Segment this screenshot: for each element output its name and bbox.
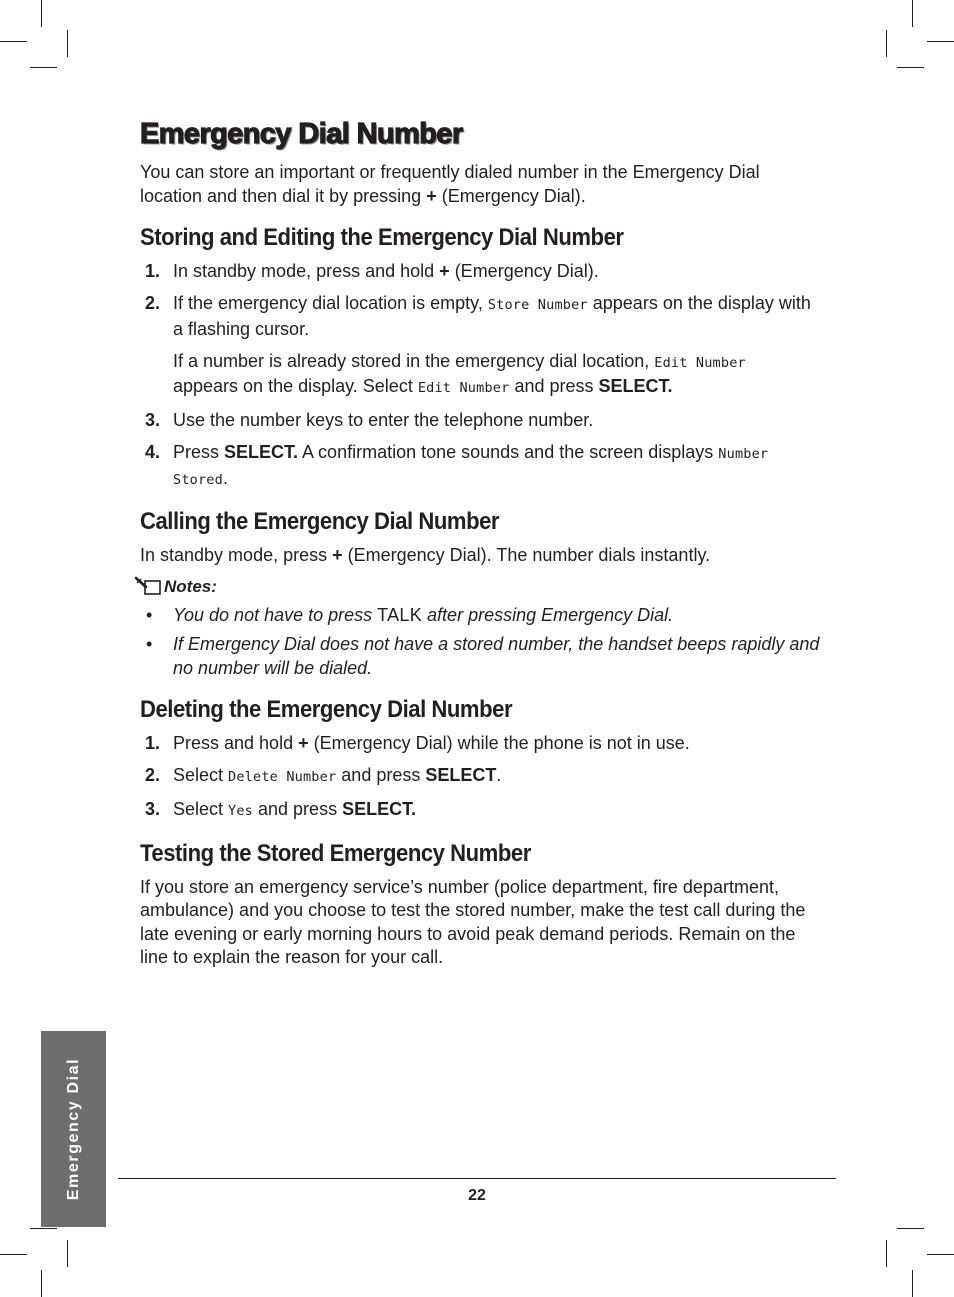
testing-heading: Testing the Stored Emergency Number — [140, 839, 531, 867]
bullet: • — [146, 634, 153, 654]
step-text: and press — [509, 376, 599, 396]
crop-mark — [67, 1240, 68, 1267]
step-text: (Emergency Dial). — [449, 261, 599, 281]
list-item — [140, 409, 820, 433]
step-extra — [173, 350, 820, 401]
notes-label: Notes: — [164, 576, 217, 596]
step-text: appears on the display with a flashing cursor. — [173, 293, 811, 339]
footer-divider — [118, 1178, 836, 1179]
deleting-steps — [140, 732, 820, 824]
plus-key: + — [426, 185, 437, 206]
step-number: 3. — [145, 799, 161, 819]
list-item — [140, 604, 820, 628]
step-text: . — [496, 765, 502, 785]
calling-heading: Calling the Emergency Dial Number — [140, 508, 500, 535]
storing-heading: Storing and Editing the Emergency Dial Number — [140, 224, 624, 251]
note-text: after pressing Emergency Dial. — [422, 604, 674, 625]
select-key: SELECT — [425, 765, 497, 785]
crop-mark — [912, 0, 913, 27]
step-text: and press — [336, 765, 426, 785]
lcd-text: Number Stored — [173, 446, 769, 488]
calling-paragraph — [140, 544, 820, 568]
step-number: 4. — [145, 442, 161, 462]
list-item — [140, 798, 820, 824]
page-content — [140, 118, 820, 970]
page-title: Emergency Dial Number — [140, 118, 463, 150]
notes-header — [140, 576, 820, 598]
step-number: 3. — [145, 410, 161, 430]
page-number: 22 — [468, 1187, 486, 1204]
lcd-text: Store Number — [487, 297, 588, 313]
step-text: Use the number keys to enter the telephone number. — [173, 410, 594, 430]
crop-mark — [886, 30, 887, 57]
lcd-text: Delete Number — [228, 769, 337, 785]
step-text: In standby mode, press and hold — [173, 261, 440, 281]
crop-mark — [41, 1270, 42, 1297]
list-item — [140, 633, 820, 680]
crop-mark — [30, 1228, 57, 1229]
list-item — [140, 764, 820, 790]
plus-key: + — [332, 545, 343, 565]
crop-mark — [886, 1240, 887, 1267]
calling-text: In standby mode, press — [140, 545, 333, 565]
intro-paragraph — [140, 161, 820, 208]
intro-text: You can store an important or frequently dialed number in the Emergency Dial location and then dial it by pressing — [140, 162, 760, 206]
step-text: A confirmation tone sounds and the screen displays — [298, 442, 719, 462]
select-key: SELECT. — [342, 799, 417, 819]
lcd-text: Yes — [228, 803, 254, 819]
crop-mark — [897, 1228, 924, 1229]
select-key: SELECT. — [598, 376, 673, 396]
step-number: 1. — [145, 733, 161, 753]
crop-mark — [927, 41, 954, 42]
step-text: (Emergency Dial) while the phone is not in use. — [308, 733, 690, 753]
calling-text-end: (Emergency Dial). The number dials instantly. — [342, 545, 711, 565]
crop-mark — [912, 1270, 913, 1297]
crop-mark — [927, 1254, 954, 1255]
list-item — [140, 441, 820, 492]
lcd-text: Edit Number — [417, 380, 510, 396]
talk-key: TALK — [377, 604, 423, 625]
crop-mark — [67, 30, 68, 57]
crop-mark — [0, 1254, 27, 1255]
plus-key: + — [439, 261, 450, 281]
step-text: Press — [173, 442, 225, 462]
select-key: SELECT. — [224, 442, 299, 462]
side-tab-label: Emergency Dial — [64, 1057, 82, 1201]
step-text: Press and hold — [173, 733, 299, 753]
step-number: 2. — [145, 765, 161, 785]
crop-mark — [0, 41, 27, 42]
crop-mark — [41, 0, 42, 27]
storing-steps — [140, 260, 820, 492]
list-item — [140, 732, 820, 756]
notes-list — [140, 604, 820, 681]
bullet: • — [146, 604, 153, 625]
step-text: and press — [253, 799, 343, 819]
step-text: appears on the display. Select — [173, 376, 418, 396]
note-text: You do not have to press — [173, 604, 378, 625]
crop-mark — [30, 67, 57, 68]
note-pencil-icon — [134, 576, 164, 598]
step-text: Select — [173, 799, 229, 819]
note-text: If Emergency Dial does not have a stored number, the handset beeps rapidly and no number will be dialed. — [173, 634, 820, 678]
list-item — [140, 292, 820, 401]
list-item — [140, 260, 820, 284]
deleting-heading: Deleting the Emergency Dial Number — [140, 696, 513, 723]
plus-key: + — [298, 733, 309, 753]
step-text: . — [222, 467, 228, 488]
lcd-text: Edit Number — [654, 354, 746, 371]
step-number: 1. — [145, 261, 161, 281]
intro-text-end: (Emergency Dial). — [436, 185, 586, 206]
testing-paragraph: If you store an emergency service’s number (police department, fire department, ambulance) and you choose to test the stored number, make the test call during the late evening or early morning hours to avoid peak demand periods. Remain on the line to explain the reason for your call. — [140, 876, 806, 967]
crop-mark — [897, 67, 924, 68]
step-text: If a number is already stored in the emergency dial location, — [173, 350, 655, 371]
step-text: If the emergency dial location is empty, — [173, 293, 488, 313]
step-number: 2. — [145, 293, 161, 313]
step-text: Select — [173, 765, 229, 785]
